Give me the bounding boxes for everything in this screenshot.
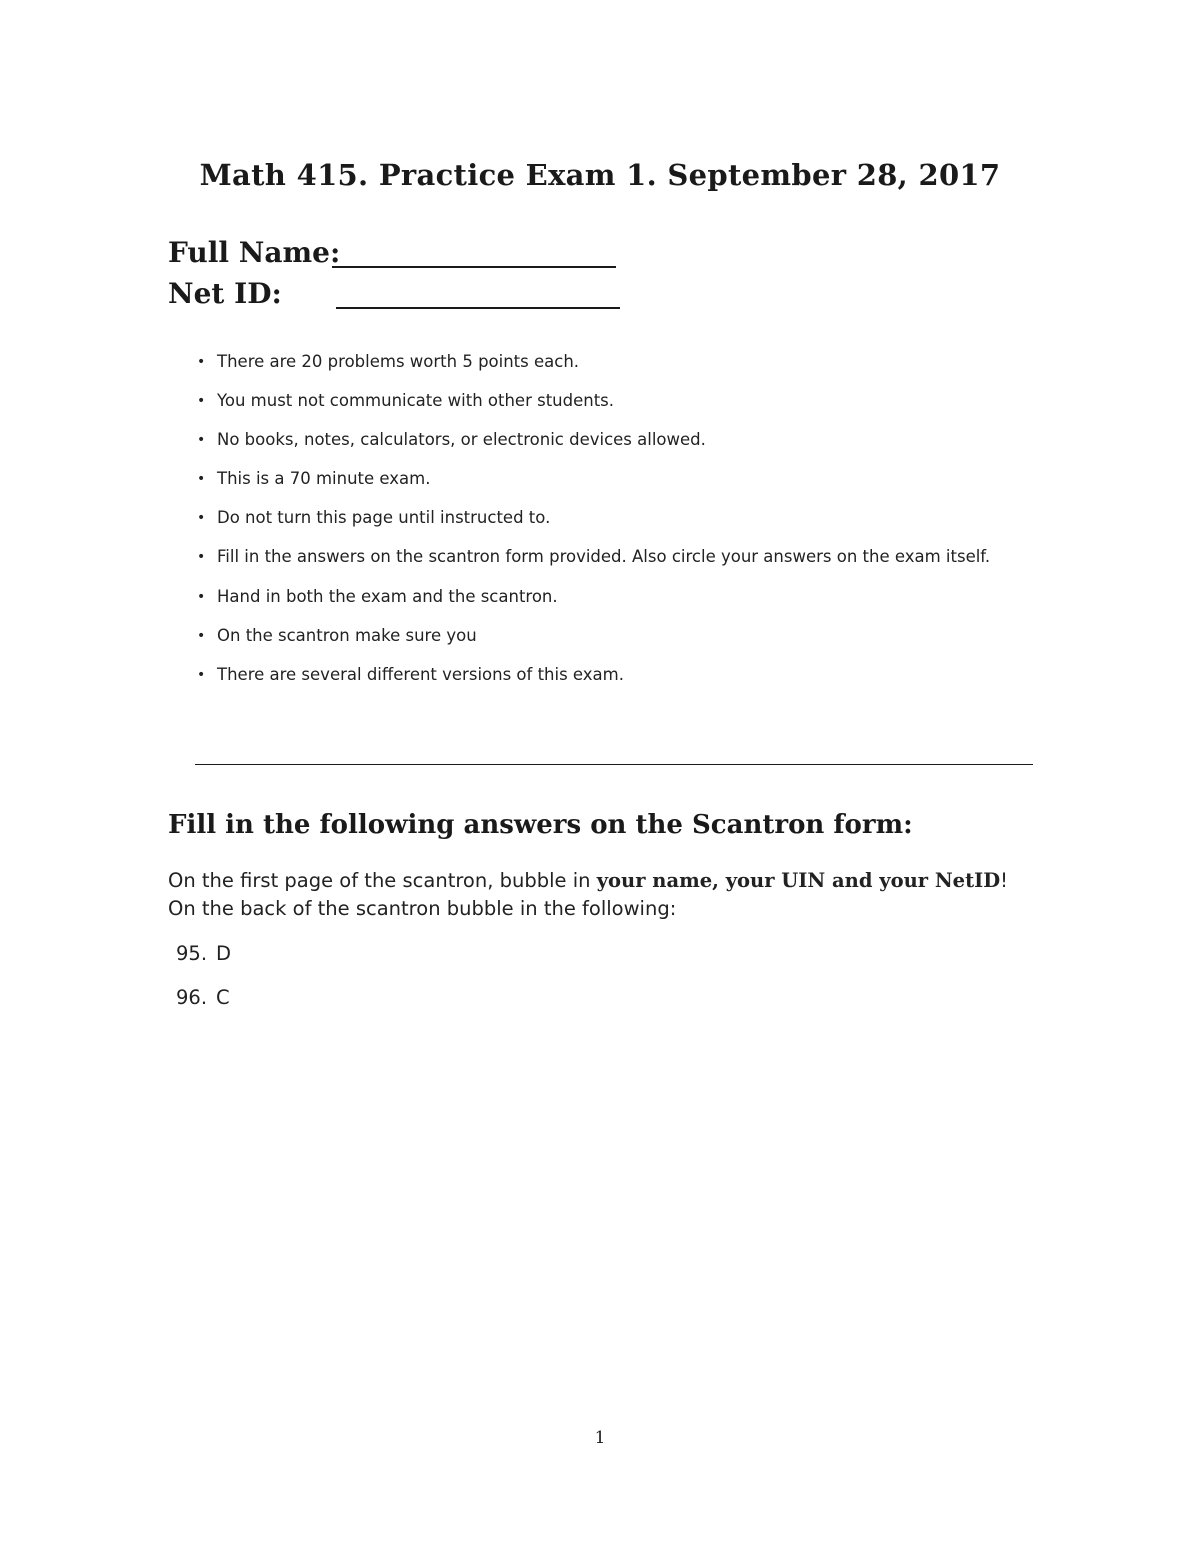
page-number: 1	[594, 1428, 606, 1448]
rule-item: • No books, notes, calculators, or electronic devices allowed.	[195, 428, 990, 467]
net-id-label: Net ID:	[168, 277, 282, 310]
full-name-label: Full Name:	[168, 236, 341, 269]
answer-letter: D	[216, 942, 232, 965]
rule-item: • On the scantron make sure you	[195, 624, 990, 663]
bullet-icon: •	[197, 588, 206, 605]
rule-item: • You must not communicate with other students.	[195, 389, 990, 428]
rule-item: • Fill in the answers on the scantron form provided. Also circle your answers on the exam itself.	[195, 545, 990, 584]
bullet-icon: •	[197, 432, 206, 449]
scantron-heading: Fill in the following answers on the Scantron form:	[168, 810, 913, 840]
answer-letter: C	[216, 986, 230, 1009]
answer-number: 96.	[176, 986, 208, 1009]
bullet-icon: •	[197, 627, 206, 644]
answer-item	[176, 986, 230, 1009]
rule-item: • There are several different versions of this exam.	[195, 663, 990, 702]
exam-rules-list	[195, 350, 990, 702]
rule-item: • Do not turn this page until instructed to.	[195, 506, 990, 545]
rule-item: • There are 20 problems worth 5 points each.	[195, 350, 990, 389]
bullet-icon: •	[197, 510, 206, 527]
scantron-instruction-back: On the back of the scantron bubble in the following:	[168, 897, 677, 920]
answer-number: 95.	[176, 942, 208, 965]
bullet-icon: •	[197, 549, 206, 566]
answer-item	[176, 942, 231, 965]
section-divider	[195, 764, 1033, 765]
emphasis-text: your name, your UIN and your NetID	[596, 869, 1001, 892]
page-title: Math 415. Practice Exam 1. September 28, 2017	[199, 158, 1001, 192]
scantron-instruction-first-page: On the first page of the scantron, bubble in your name, your UIN and your NetID!	[168, 869, 1008, 892]
net-id-blank-line	[336, 307, 620, 309]
bullet-icon: •	[197, 393, 206, 410]
bullet-icon: •	[197, 354, 206, 370]
full-name-blank-line	[332, 266, 616, 268]
rule-item: • Hand in both the exam and the scantron.	[195, 585, 990, 624]
bullet-icon: •	[197, 666, 206, 683]
rule-item: • This is a 70 minute exam.	[195, 467, 990, 506]
bullet-icon: •	[197, 471, 206, 488]
